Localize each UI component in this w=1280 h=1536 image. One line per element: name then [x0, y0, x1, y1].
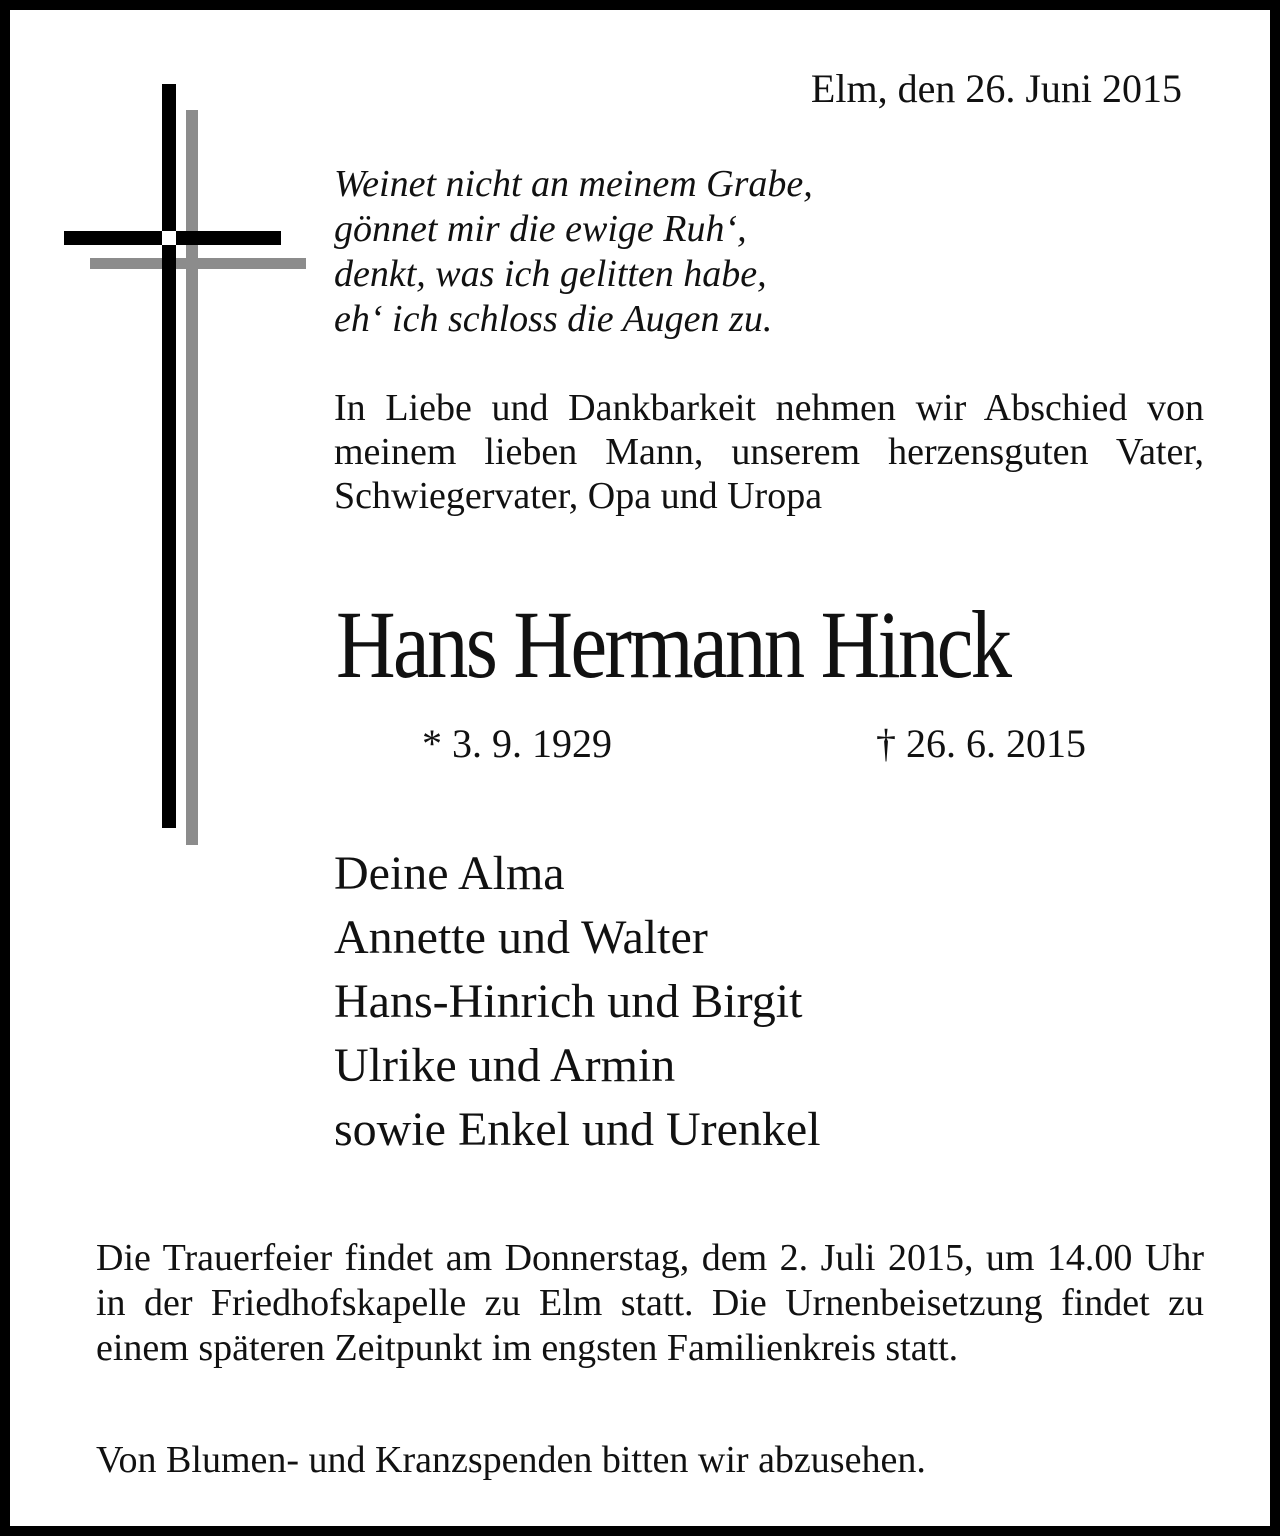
mourner-item: Ulrike und Armin — [334, 1039, 676, 1092]
cross-gray-vertical — [186, 110, 198, 845]
birth-date: * 3. 9. 1929 — [422, 721, 612, 766]
flowers-note: Von Blumen- und Kranzspenden bitten wir abzusehen. — [96, 1439, 926, 1481]
cross-black-vertical — [162, 84, 176, 828]
mourners-list — [334, 842, 1194, 1162]
deceased-name: Hans Hermann Hinck — [336, 591, 1010, 698]
mourner-item: Hans-Hinrich und Birgit — [334, 975, 803, 1028]
intro-text: In Liebe und Dankbarkeit nehmen wir Abschied von meinem lieben Mann, unserem herzensguten Vater, Schwiegervater, Opa und Uropa — [334, 387, 1204, 517]
poem-line: eh‘ ich schloss die Augen zu. — [334, 298, 773, 340]
mourner-item: Deine Alma — [334, 847, 565, 900]
poem-line: denkt, was ich gelitten habe, — [334, 253, 767, 295]
poem-line: Weinet nicht an meinem Grabe, — [334, 163, 813, 205]
double-cross-icon — [10, 10, 330, 870]
mourner-item: Annette und Walter — [334, 911, 708, 964]
poem-line: gönnet mir die ewige Ruh‘, — [334, 208, 747, 250]
death-date: † 26. 6. 2015 — [876, 721, 1086, 766]
cross-gray-horizontal — [90, 258, 306, 269]
mourner-item: sowie Enkel und Urenkel — [334, 1103, 821, 1156]
poem — [334, 162, 1034, 342]
cross-intersection — [162, 231, 176, 245]
funeral-service-text: Die Trauerfeier findet am Donnerstag, dem 2. Juli 2015, um 14.00 Uhr in der Friedhofskapelle zu Elm statt. Die Urnenbeisetzung findet zu einem späteren Zeitpunkt im engsten Familienkreis statt. — [96, 1237, 1204, 1369]
place-date: Elm, den 26. Juni 2015 — [810, 66, 1182, 111]
